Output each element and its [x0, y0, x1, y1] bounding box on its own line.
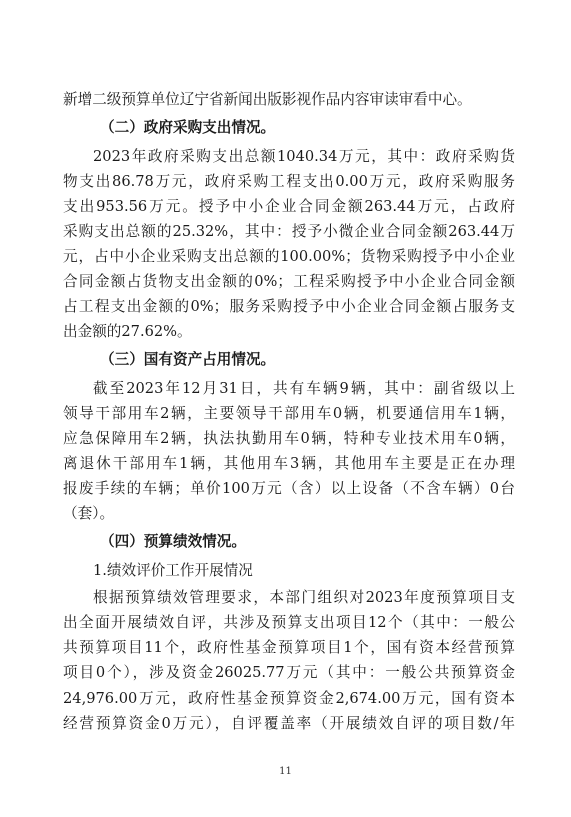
paragraph-line: 应急保障用车2辆，执法执勤用车0辆，特种专业技术用车0辆，	[63, 430, 515, 447]
paragraph-line: 领导干部用车2辆，主要领导干部用车0辆，机要通信用车1辆，	[63, 405, 515, 422]
paragraph-line: 2023年政府采购支出总额1040.34万元，其中：政府采购货	[93, 148, 515, 165]
paragraph-line: 出全面开展绩效自评，共涉及预算支出项目12个（其中：一般公	[63, 614, 515, 631]
section-heading: （二）政府采购支出情况。	[100, 119, 276, 136]
paragraph-line: 占工程支出金额的0%；服务采购授予中小企业合同金额占服务支	[63, 298, 515, 315]
paragraph-line: 支出953.56万元。授予中小企业合同金额263.44万元，占政府	[63, 198, 515, 215]
section-heading: （四）预算绩效情况。	[100, 533, 246, 550]
paragraph-line: 项目0个），涉及资金26025.77万元（其中：一般公共预算资金	[63, 664, 515, 681]
page-number: 11	[279, 766, 292, 777]
subsection-title: 1.绩效评价工作开展情况	[93, 562, 253, 579]
paragraph-line: （套）。	[63, 505, 115, 522]
paragraph-line: 物支出86.78万元，政府采购工程支出0.00万元，政府采购服务	[63, 173, 515, 190]
paragraph-line: 截至2023年12月31日，共有车辆9辆，其中：副省级以上	[93, 380, 515, 397]
paragraph-line: 报废手续的车辆；单价100万元（含）以上设备（不含车辆）0台	[63, 480, 515, 497]
paragraph-line: 根据预算绩效管理要求，本部门组织对2023年度预算项目支	[93, 589, 515, 606]
section-heading: （三）国有资产占用情况。	[100, 351, 276, 368]
paragraph-line: 采购支出总额的25.32%，其中：授予小微企业合同金额263.44万	[63, 223, 515, 240]
paragraph-line: 共预算项目11个，政府性基金预算项目1个，国有资本经营预算	[63, 639, 515, 656]
paragraph-line: 元，占中小企业采购支出总额的100.00%；货物采购授予中小企业	[63, 248, 515, 265]
paragraph-line: 合同金额占货物支出金额的0%；工程采购授予中小企业合同金额	[63, 273, 515, 290]
paragraph-line: 出金额的27.62%。	[63, 323, 192, 340]
paragraph-line: 经营预算资金0万元），自评覆盖率（开展绩效自评的项目数/年	[63, 715, 515, 732]
paragraph-line: 新增二级预算单位辽宁省新闻出版影视作品内容审读审看中心。	[63, 91, 472, 108]
paragraph-line: 24,976.00万元，政府性基金预算资金2,674.00万元，国有资本	[63, 690, 515, 707]
paragraph-line: 离退休干部用车1辆，其他用车3辆，其他用车主要是正在办理	[63, 455, 515, 472]
